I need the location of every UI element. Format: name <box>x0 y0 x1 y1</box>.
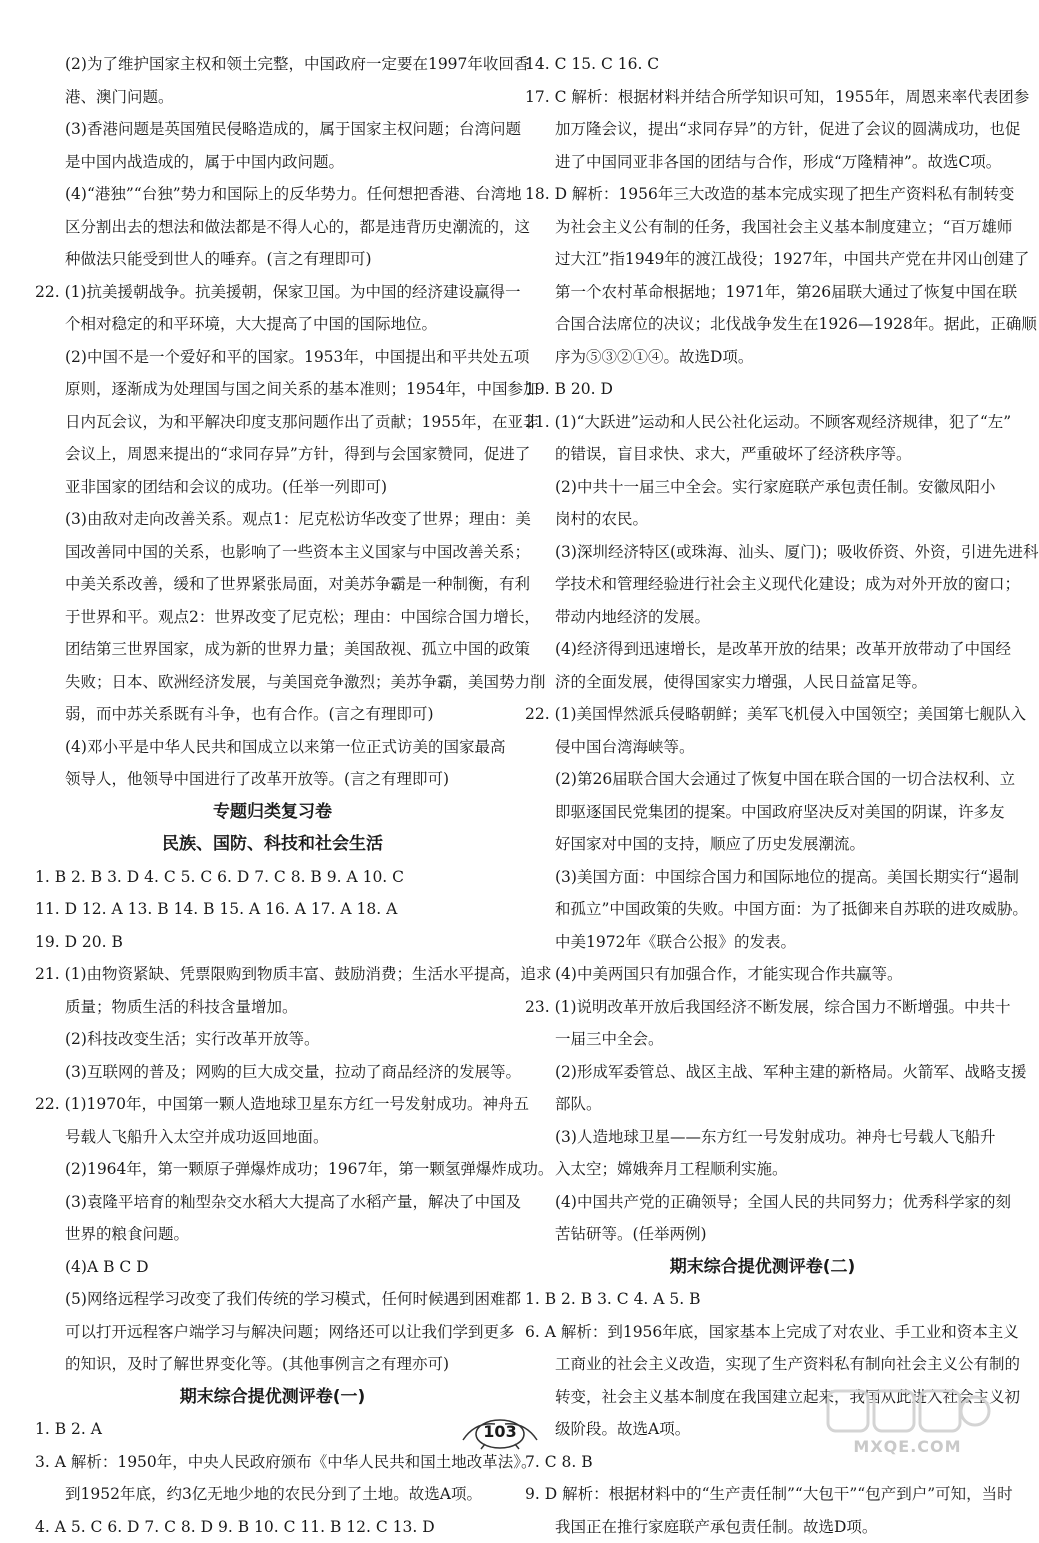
text-line: 23. (1)说明改革开放后我国经济不断发展，综合国力不断增强。中共十 <box>525 991 980 1024</box>
text-line: 港、澳门问题。 <box>35 81 490 114</box>
text-line: 1. B 2. B 3. C 4. A 5. B <box>525 1283 980 1316</box>
left-column <box>35 48 490 1543</box>
text-line: (2)第26届联合国大会通过了恢复中国在联合国的一切合法权利、立 <box>525 763 980 796</box>
text-line: (3)由敌对走向改善关系。观点1：尼克松访华改变了世界；理由：美 <box>35 503 490 536</box>
section-heading: 期末综合提优测评卷(二) <box>525 1251 980 1284</box>
section-heading: 民族、国防、科技和社会生活 <box>35 828 490 861</box>
text-line: 世界的粮食问题。 <box>35 1218 490 1251</box>
text-line: 7. C 8. B <box>525 1446 980 1479</box>
text-line: (3)袁隆平培育的籼型杂交水稻大大提高了水稻产量，解决了中国及 <box>35 1186 490 1219</box>
text-line: (4)A B C D <box>35 1251 490 1284</box>
text-line: 亚非国家的团结和会议的成功。(任举一列即可) <box>35 471 490 504</box>
text-line: (2)为了维护国家主权和领土完整，中国政府一定要在1997年收回香 <box>35 48 490 81</box>
text-line: 加万隆会议，提出“求同存异”的方针，促进了会议的圆满成功，也促 <box>525 113 980 146</box>
text-line: (4)邓小平是中华人民共和国成立以来第一位正式访美的国家最高 <box>35 731 490 764</box>
text-line: 领导人，他领导中国进行了改革开放等。(言之有理即可) <box>35 763 490 796</box>
text-line: 失败；日本、欧洲经济发展，与美国竞争激烈；美苏争霸，美国势力削 <box>35 666 490 699</box>
text-line: 入太空；嫦娥奔月工程顺利实施。 <box>525 1153 980 1186</box>
text-line: (3)互联网的普及；网购的巨大成交量，拉动了商品经济的发展等。 <box>35 1056 490 1089</box>
text-line: (2)中共十一届三中全会。实行家庭联产承包责任制。安徽凤阳小 <box>525 471 980 504</box>
text-line: (4)“港独”“台独”势力和国际上的反华势力。任何想把香港、台湾地 <box>35 178 490 211</box>
text-line: 弱，而中苏关系既有斗争，也有合作。(言之有理即可) <box>35 698 490 731</box>
text-line: 中美关系改善，缓和了世界紧张局面，对美苏争霸是一种制衡，有利 <box>35 568 490 601</box>
text-line: 原则，逐渐成为处理国与国之间关系的基本准则；1954年，中国参加 <box>35 373 490 406</box>
text-line: 个相对稳定的和平环境，大大提高了中国的国际地位。 <box>35 308 490 341</box>
text-line: (4)中国共产党的正确领导；全国人民的共同努力；优秀科学家的刻 <box>525 1186 980 1219</box>
text-line: 一届三中全会。 <box>525 1023 980 1056</box>
text-line: 到1952年底，约3亿无地少地的农民分到了土地。故选A项。 <box>35 1478 490 1511</box>
text-line: 合国合法席位的决议；北伐战争发生在1926—1928年。据此，正确顺 <box>525 308 980 341</box>
right-column <box>525 48 980 1543</box>
text-line: 带动内地经济的发展。 <box>525 601 980 634</box>
text-line: 进了中国同亚非各国的团结与合作，形成“万隆精神”。故选C项。 <box>525 146 980 179</box>
section-heading: 专题归类复习卷 <box>35 796 490 829</box>
text-line: 6. A 解析：到1956年底，国家基本上完成了对农业、手工业和资本主义 <box>525 1316 980 1349</box>
text-line: 19. D 20. B <box>35 926 490 959</box>
text-line: (5)网络远程学习改变了我们传统的学习模式，任何时候遇到困难都 <box>35 1283 490 1316</box>
text-line: 可以打开远程客户端学习与解决问题；网络还可以让我们学到更多 <box>35 1316 490 1349</box>
text-line: 22. (1)抗美援朝战争。抗美援朝，保家卫国。为中国的经济建设赢得一 <box>35 276 490 309</box>
text-line: 为社会主义公有制的任务，我国社会主义基本制度建立；“百万雄师 <box>525 211 980 244</box>
text-line: 的知识，及时了解世界变化等。(其他事例言之有理亦可) <box>35 1348 490 1381</box>
text-line: 1. B 2. B 3. D 4. C 5. C 6. D 7. C 8. B 9. A 10. C <box>35 861 490 894</box>
text-line: 种做法只能受到世人的唾弃。(言之有理即可) <box>35 243 490 276</box>
text-line: 国改善同中国的关系，也影响了一些资本主义国家与中国改善关系； <box>35 536 490 569</box>
text-line: 会议上，周恩来提出的“求同存异”方针，得到与会国家赞同，促进了 <box>35 438 490 471</box>
text-line: (2)中国不是一个爱好和平的国家。1953年，中国提出和平共处五项 <box>35 341 490 374</box>
text-line: 21. (1)“大跃进”运动和人民公社化运动。不顾客观经济规律，犯了“左” <box>525 406 980 439</box>
text-line: (2)1964年，第一颗原子弹爆炸成功；1967年，第一颗氢弹爆炸成功。 <box>35 1153 490 1186</box>
watermark-logo <box>820 1385 995 1460</box>
text-line: 第一个农村革命根据地；1971年，第26届联大通过了恢复中国在联 <box>525 276 980 309</box>
text-line: 序为⑤③②①④。故选D项。 <box>525 341 980 374</box>
text-line: 转变，社会主义基本制度在我国建立起来，我国从此进入社会主义初 <box>525 1381 980 1414</box>
text-line: 1. B 2. A <box>35 1413 490 1446</box>
text-line: 18. D 解析：1956年三大改造的基本完成实现了把生产资料私有制转变 <box>525 178 980 211</box>
text-line: 于世界和平。观点2：世界改变了尼克松；理由：中国综合国力增长， <box>35 601 490 634</box>
text-line: 好国家对中国的支持，顺应了历史发展潮流。 <box>525 828 980 861</box>
text-line: (2)科技改变生活；实行改革开放等。 <box>35 1023 490 1056</box>
page-number: 103 <box>470 1422 530 1441</box>
text-line: 19. B 20. D <box>525 373 980 406</box>
text-line: 21. (1)由物资紧缺、凭票限购到物质丰富、鼓励消费；生活水平提高，追求 <box>35 958 490 991</box>
text-line: 22. (1)1970年，中国第一颗人造地球卫星东方红一号发射成功。神舟五 <box>35 1088 490 1121</box>
text-line: 过大江”指1949年的渡江战役；1927年，中国共产党在井冈山创建了 <box>525 243 980 276</box>
text-line: 4. A 5. C 6. D 7. C 8. D 9. B 10. C 11. B 12. C 13. D <box>35 1511 490 1543</box>
text-line: 号载人飞船升入太空并成功返回地面。 <box>35 1121 490 1154</box>
text-line: 14. C 15. C 16. C <box>525 48 980 81</box>
text-line: 济的全面发展，使得国家实力增强，人民日益富足等。 <box>525 666 980 699</box>
text-line: (3)美国方面：中国综合国力和国际地位的提高。美国长期实行“遏制 <box>525 861 980 894</box>
section-heading: 期末综合提优测评卷(一) <box>35 1381 490 1414</box>
text-line: (3)深圳经济特区(或珠海、汕头、厦门)；吸收侨资、外资，引进先进科 <box>525 536 980 569</box>
text-line: 17. C 解析：根据材料并结合所学知识可知，1955年，周恩来率代表团参 <box>525 81 980 114</box>
text-line: 工商业的社会主义改造，实现了生产资料私有制向社会主义公有制的 <box>525 1348 980 1381</box>
text-line: 和孤立”中国政策的失败。中国方面：为了抵御来自苏联的进攻威胁。 <box>525 893 980 926</box>
text-line: 3. A 解析：1950年，中央人民政府颁布《中华人民共和国土地改革法》。 <box>35 1446 490 1479</box>
text-line: 11. D 12. A 13. B 14. B 15. A 16. A 17. A 18. A <box>35 893 490 926</box>
text-line: 中美1972年《联合公报》的发表。 <box>525 926 980 959</box>
text-line: 我国正在推行家庭联产承包责任制。故选D项。 <box>525 1511 980 1543</box>
text-line: 日内瓦会议，为和平解决印度支那问题作出了贡献；1955年，在亚非 <box>35 406 490 439</box>
watermark-icon <box>820 1385 995 1440</box>
text-line: 9. D 解析：根据材料中的“生产责任制”“大包干”“包产到户”可知，当时 <box>525 1478 980 1511</box>
text-line: 级阶段。故选A项。 <box>525 1413 980 1446</box>
text-line: (4)中美两国只有加强合作，才能实现合作共赢等。 <box>525 958 980 991</box>
text-line: 质量；物质生活的科技含量增加。 <box>35 991 490 1024</box>
text-line: (2)形成军委管总、战区主战、军种主建的新格局。火箭军、战略支援 <box>525 1056 980 1089</box>
text-line: (3)人造地球卫星——东方红一号发射成功。神舟七号载人飞船升 <box>525 1121 980 1154</box>
text-line: 的错误，盲目求快、求大，严重破坏了经济秩序等。 <box>525 438 980 471</box>
text-line: 22. (1)美国悍然派兵侵略朝鲜；美军飞机侵入中国领空；美国第七舰队入 <box>525 698 980 731</box>
text-line: 团结第三世界国家，成为新的世界力量；美国敌视、孤立中国的政策 <box>35 633 490 666</box>
text-line: 学技术和管理经验进行社会主义现代化建设；成为对外开放的窗口； <box>525 568 980 601</box>
text-line: (4)经济得到迅速增长，是改革开放的结果；改革开放带动了中国经 <box>525 633 980 666</box>
text-line: 岗村的农民。 <box>525 503 980 536</box>
text-line: 即驱逐国民党集团的提案。中国政府坚决反对美国的阴谋，许多友 <box>525 796 980 829</box>
text-line: (3)香港问题是英国殖民侵略造成的，属于国家主权问题；台湾问题 <box>35 113 490 146</box>
text-line: 区分割出去的想法和做法都是不得人心的，都是违背历史潮流的，这 <box>35 211 490 244</box>
text-line: 侵中国台湾海峡等。 <box>525 731 980 764</box>
text-line: 部队。 <box>525 1088 980 1121</box>
text-line: 苦钻研等。(任举两例) <box>525 1218 980 1251</box>
watermark-text: MXQE.COM <box>820 1437 995 1456</box>
text-line: 是中国内战造成的，属于中国内政问题。 <box>35 146 490 179</box>
